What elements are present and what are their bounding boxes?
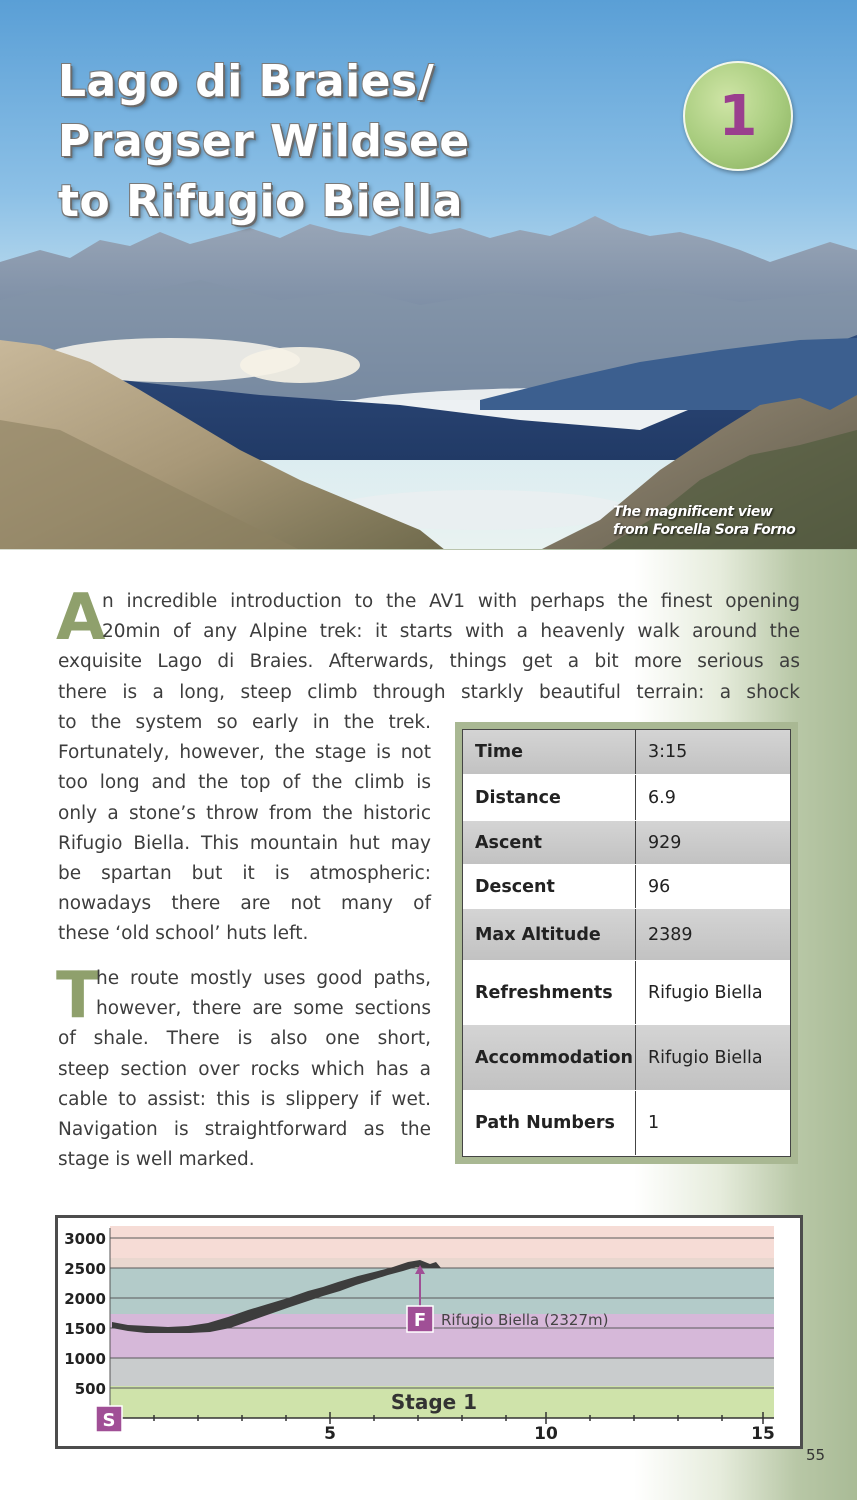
table-value: 1 [648, 1113, 660, 1133]
x-tick-label: 15 [751, 1424, 775, 1444]
text-line: Navigation is straightforward as the [58, 1119, 431, 1141]
y-tick-label: 2500 [64, 1260, 106, 1278]
stage-info-table-inner [462, 729, 791, 1157]
hero-photo [0, 0, 857, 550]
text-line: Fortunately, however, the stage is not [58, 742, 431, 764]
page-title [58, 52, 470, 232]
table-label: Path Numbers [463, 1091, 636, 1155]
title-line: Lago di Braies/ [58, 56, 435, 107]
text-line: too long and the top of the climb is [58, 772, 431, 794]
table-row [463, 909, 790, 961]
table-label: Descent [463, 865, 636, 908]
x-tick-label: 10 [534, 1424, 558, 1444]
text-line: exquisite Lago di Braies. Afterwards, things get a bit more serious as [58, 651, 800, 673]
table-value: 6.9 [648, 787, 676, 808]
table-row [463, 730, 790, 775]
title-line: to Rifugio Biella [58, 176, 463, 227]
intro-paragraph-cont [58, 708, 431, 950]
stage-number-badge [683, 61, 793, 171]
text-line: these ‘old school’ huts left. [58, 923, 309, 945]
text-line: Rifugio Biella. This mountain hut may [58, 832, 431, 854]
text-line: stage is well marked. [58, 1149, 255, 1171]
table-row [463, 1025, 790, 1091]
table-label: Ascent [463, 821, 636, 864]
y-tick-label: 3000 [64, 1230, 106, 1248]
caption-line: The magnificent view [613, 504, 773, 520]
text-line: 20min of any Alpine trek: it starts with a heavenly walk around the [102, 621, 800, 643]
table-label: Distance [463, 775, 636, 820]
y-tick-label: 2000 [64, 1290, 106, 1308]
x-tick-label: 5 [324, 1424, 336, 1444]
table-value: 3:15 [648, 742, 688, 762]
text-line: there is a long, steep climb through starkly beautiful terrain: a shock [58, 681, 800, 703]
stage-number: 1 [718, 83, 758, 149]
table-row [463, 821, 790, 865]
stage-info-table [455, 722, 798, 1164]
text-line: be spartan but it is atmospheric: [58, 863, 431, 885]
text-line: nowadays there are not many of [58, 893, 431, 915]
table-value: 2389 [648, 924, 693, 945]
table-row [463, 865, 790, 909]
table-label: Refreshments [463, 961, 636, 1024]
stage-label: Stage 1 [390, 1390, 478, 1414]
elevation-profile-svg [58, 1218, 800, 1446]
finish-marker-letter: F [413, 1310, 427, 1331]
text-line: steep section over rocks which has a [58, 1058, 431, 1080]
band-grey [110, 1358, 774, 1386]
text-line: of shale. There is also one short, [58, 1028, 431, 1050]
page-number: 55 [806, 1446, 826, 1464]
table-row [463, 775, 790, 821]
photo-caption [613, 503, 813, 539]
start-marker-letter: S [102, 1410, 116, 1431]
table-value: Rifugio Biella [648, 982, 763, 1003]
route-paragraph [56, 959, 431, 1175]
caption-line: from Forcella Sora Forno [613, 522, 796, 538]
table-value: 96 [648, 876, 671, 897]
y-tick-label: 500 [74, 1380, 106, 1398]
text-line: however, there are some sections [96, 998, 431, 1020]
text-line: to the system so early in the trek. [58, 712, 431, 733]
elevation-profile-chart [55, 1215, 803, 1449]
table-row [463, 1091, 790, 1155]
y-tick-label: 1500 [64, 1320, 106, 1338]
intro-paragraph [56, 581, 800, 708]
title-line: Pragser Wildsee [58, 116, 470, 167]
text-line: n incredible introduction to the AV1 with perhaps the finest opening [102, 591, 800, 612]
text-line: cable to assist: this is slippery if wet. [58, 1088, 431, 1110]
table-value: 929 [648, 832, 682, 853]
table-label: Accommodation [463, 1025, 636, 1090]
table-value: Rifugio Biella [648, 1047, 763, 1068]
y-tick-label: 1000 [64, 1350, 106, 1368]
finish-label: Rifugio Biella (2327m) [441, 1311, 609, 1329]
table-label: Time [463, 730, 636, 774]
table-label: Max Altitude [463, 909, 636, 960]
text-line: only a stone’s throw from the historic [58, 802, 431, 824]
dropcap-t: T [56, 959, 100, 1033]
text-line: he route mostly uses good paths, [96, 968, 431, 989]
table-row [463, 961, 790, 1025]
dropcap-a: A [56, 581, 106, 655]
